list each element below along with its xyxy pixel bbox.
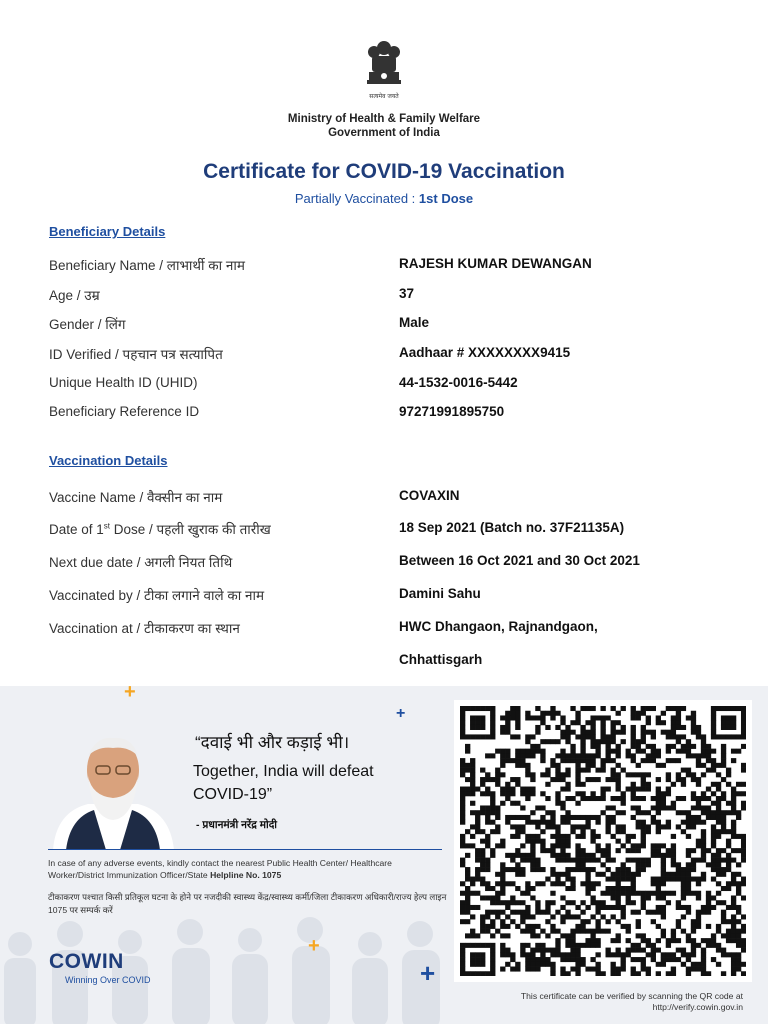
beneficiary-details-heading: Beneficiary Details	[49, 224, 166, 239]
cowin-logo: COWIN	[49, 950, 124, 973]
next-due-value: Between 16 Oct 2021 and 30 Oct 2021	[399, 553, 640, 568]
vaccine-name-row	[49, 488, 729, 510]
verification-note: This certificate can be verified by scanning the QR code at http://verify.cowin.gov.in	[520, 991, 743, 1012]
age-value: 37	[399, 286, 415, 301]
vaccination-at-value: HWC Dhangaon, Rajnandgaon,	[399, 619, 598, 634]
qr-code[interactable]	[454, 700, 752, 982]
qr-code-icon	[460, 706, 746, 976]
gender-row	[49, 315, 729, 337]
plus-decoration-icon: +	[308, 935, 320, 957]
national-emblem-icon	[362, 38, 406, 106]
dose-date-value: 18 Sep 2021 (Batch no. 37F21135A)	[399, 520, 625, 535]
vaccination-at-row	[49, 619, 729, 641]
helpline-hindi: टीकाकरण पश्चात किसी प्रतिकूल घटना के होने पर नजदीकी स्वास्थ्य केंद्र/स्वास्थ्य कर्मी/जिला टीकाकरण अधिकारी/राज्य हेल्प लाइन 1075 पर सम्पर्क करें	[48, 892, 447, 915]
next-due-row	[49, 553, 729, 575]
government-line: Government of India	[328, 127, 440, 139]
certificate-title: Certificate for COVID-19 Vaccination	[203, 160, 565, 183]
vaccinated-by-value: Damini Sahu	[399, 586, 481, 601]
helpline-english: In case of any adverse events, kindly contact the nearest Public Health Center/ Healthcare Worker/District Immunization Officer/State Helpline No. 1075	[48, 858, 392, 880]
vaccination-status	[0, 191, 768, 206]
quote-english: Together, India will defeat COVID-19”	[193, 763, 374, 803]
vaccine-name-label: Vaccine Name / वैक्सीन का नाम	[49, 490, 223, 505]
status-value: 1st Dose	[418, 191, 474, 206]
reference-id-label: Beneficiary Reference ID	[49, 404, 200, 419]
quote-hindi: “दवाई भी और कड़ाई भी।	[195, 733, 350, 752]
vaccination-details-heading: Vaccination Details	[49, 453, 168, 468]
gender-value: Male	[399, 315, 430, 330]
id-verified-row	[49, 345, 729, 367]
vaccination-at-row-cont	[49, 652, 729, 674]
plus-decoration-icon: +	[124, 686, 136, 703]
emblem-motto: सत्यमेव जयते	[369, 93, 399, 100]
ministry-name	[0, 112, 768, 140]
uhid-row	[49, 375, 729, 397]
certificate-footer	[0, 686, 768, 1024]
plus-decoration-icon: +	[396, 705, 406, 722]
plus-decoration-icon: +	[420, 958, 436, 988]
vaccine-name-value: COVAXIN	[399, 488, 460, 503]
vaccination-at-value-cont: Chhattisgarh	[399, 652, 483, 667]
beneficiary-name-label: Beneficiary Name / लाभार्थी का नाम	[49, 258, 245, 273]
id-verified-value: Aadhaar # XXXXXXXX9415	[399, 345, 571, 360]
beneficiary-name-value: RAJESH KUMAR DEWANGAN	[399, 256, 592, 271]
beneficiary-name-row	[49, 256, 729, 278]
age-label: Age / उम्र	[49, 288, 100, 303]
age-row	[49, 286, 729, 308]
reference-id-row	[49, 404, 729, 426]
dose-date-label: Date of 1st Dose / पहली खुराक की तारीख	[49, 521, 271, 537]
uhid-value: 44-1532-0016-5442	[399, 375, 518, 390]
dose-date-row	[49, 520, 729, 542]
uhid-label: Unique Health ID (UHID)	[49, 375, 198, 390]
vaccinated-by-label: Vaccinated by / टीका लगाने वाले का नाम	[49, 588, 265, 603]
quote-attribution: - प्रधानमंत्री नरेंद्र मोदी	[196, 819, 278, 831]
id-verified-label: ID Verified / पहचान पत्र सत्यापित	[49, 347, 223, 362]
ministry-line: Ministry of Health & Family Welfare	[287, 113, 481, 125]
cowin-tagline: Winning Over COVID	[65, 975, 151, 985]
vaccinated-by-row	[49, 586, 729, 608]
vaccination-at-label: Vaccination at / टीकाकरण का स्थान	[49, 621, 240, 636]
reference-id-value: 97271991895750	[399, 404, 505, 419]
next-due-label: Next due date / अगली नियत तिथि	[49, 555, 233, 570]
portrait-image	[48, 726, 178, 850]
gender-label: Gender / लिंग	[49, 317, 126, 332]
footer-divider	[48, 849, 442, 850]
status-label: Partially Vaccinated :	[294, 191, 416, 206]
